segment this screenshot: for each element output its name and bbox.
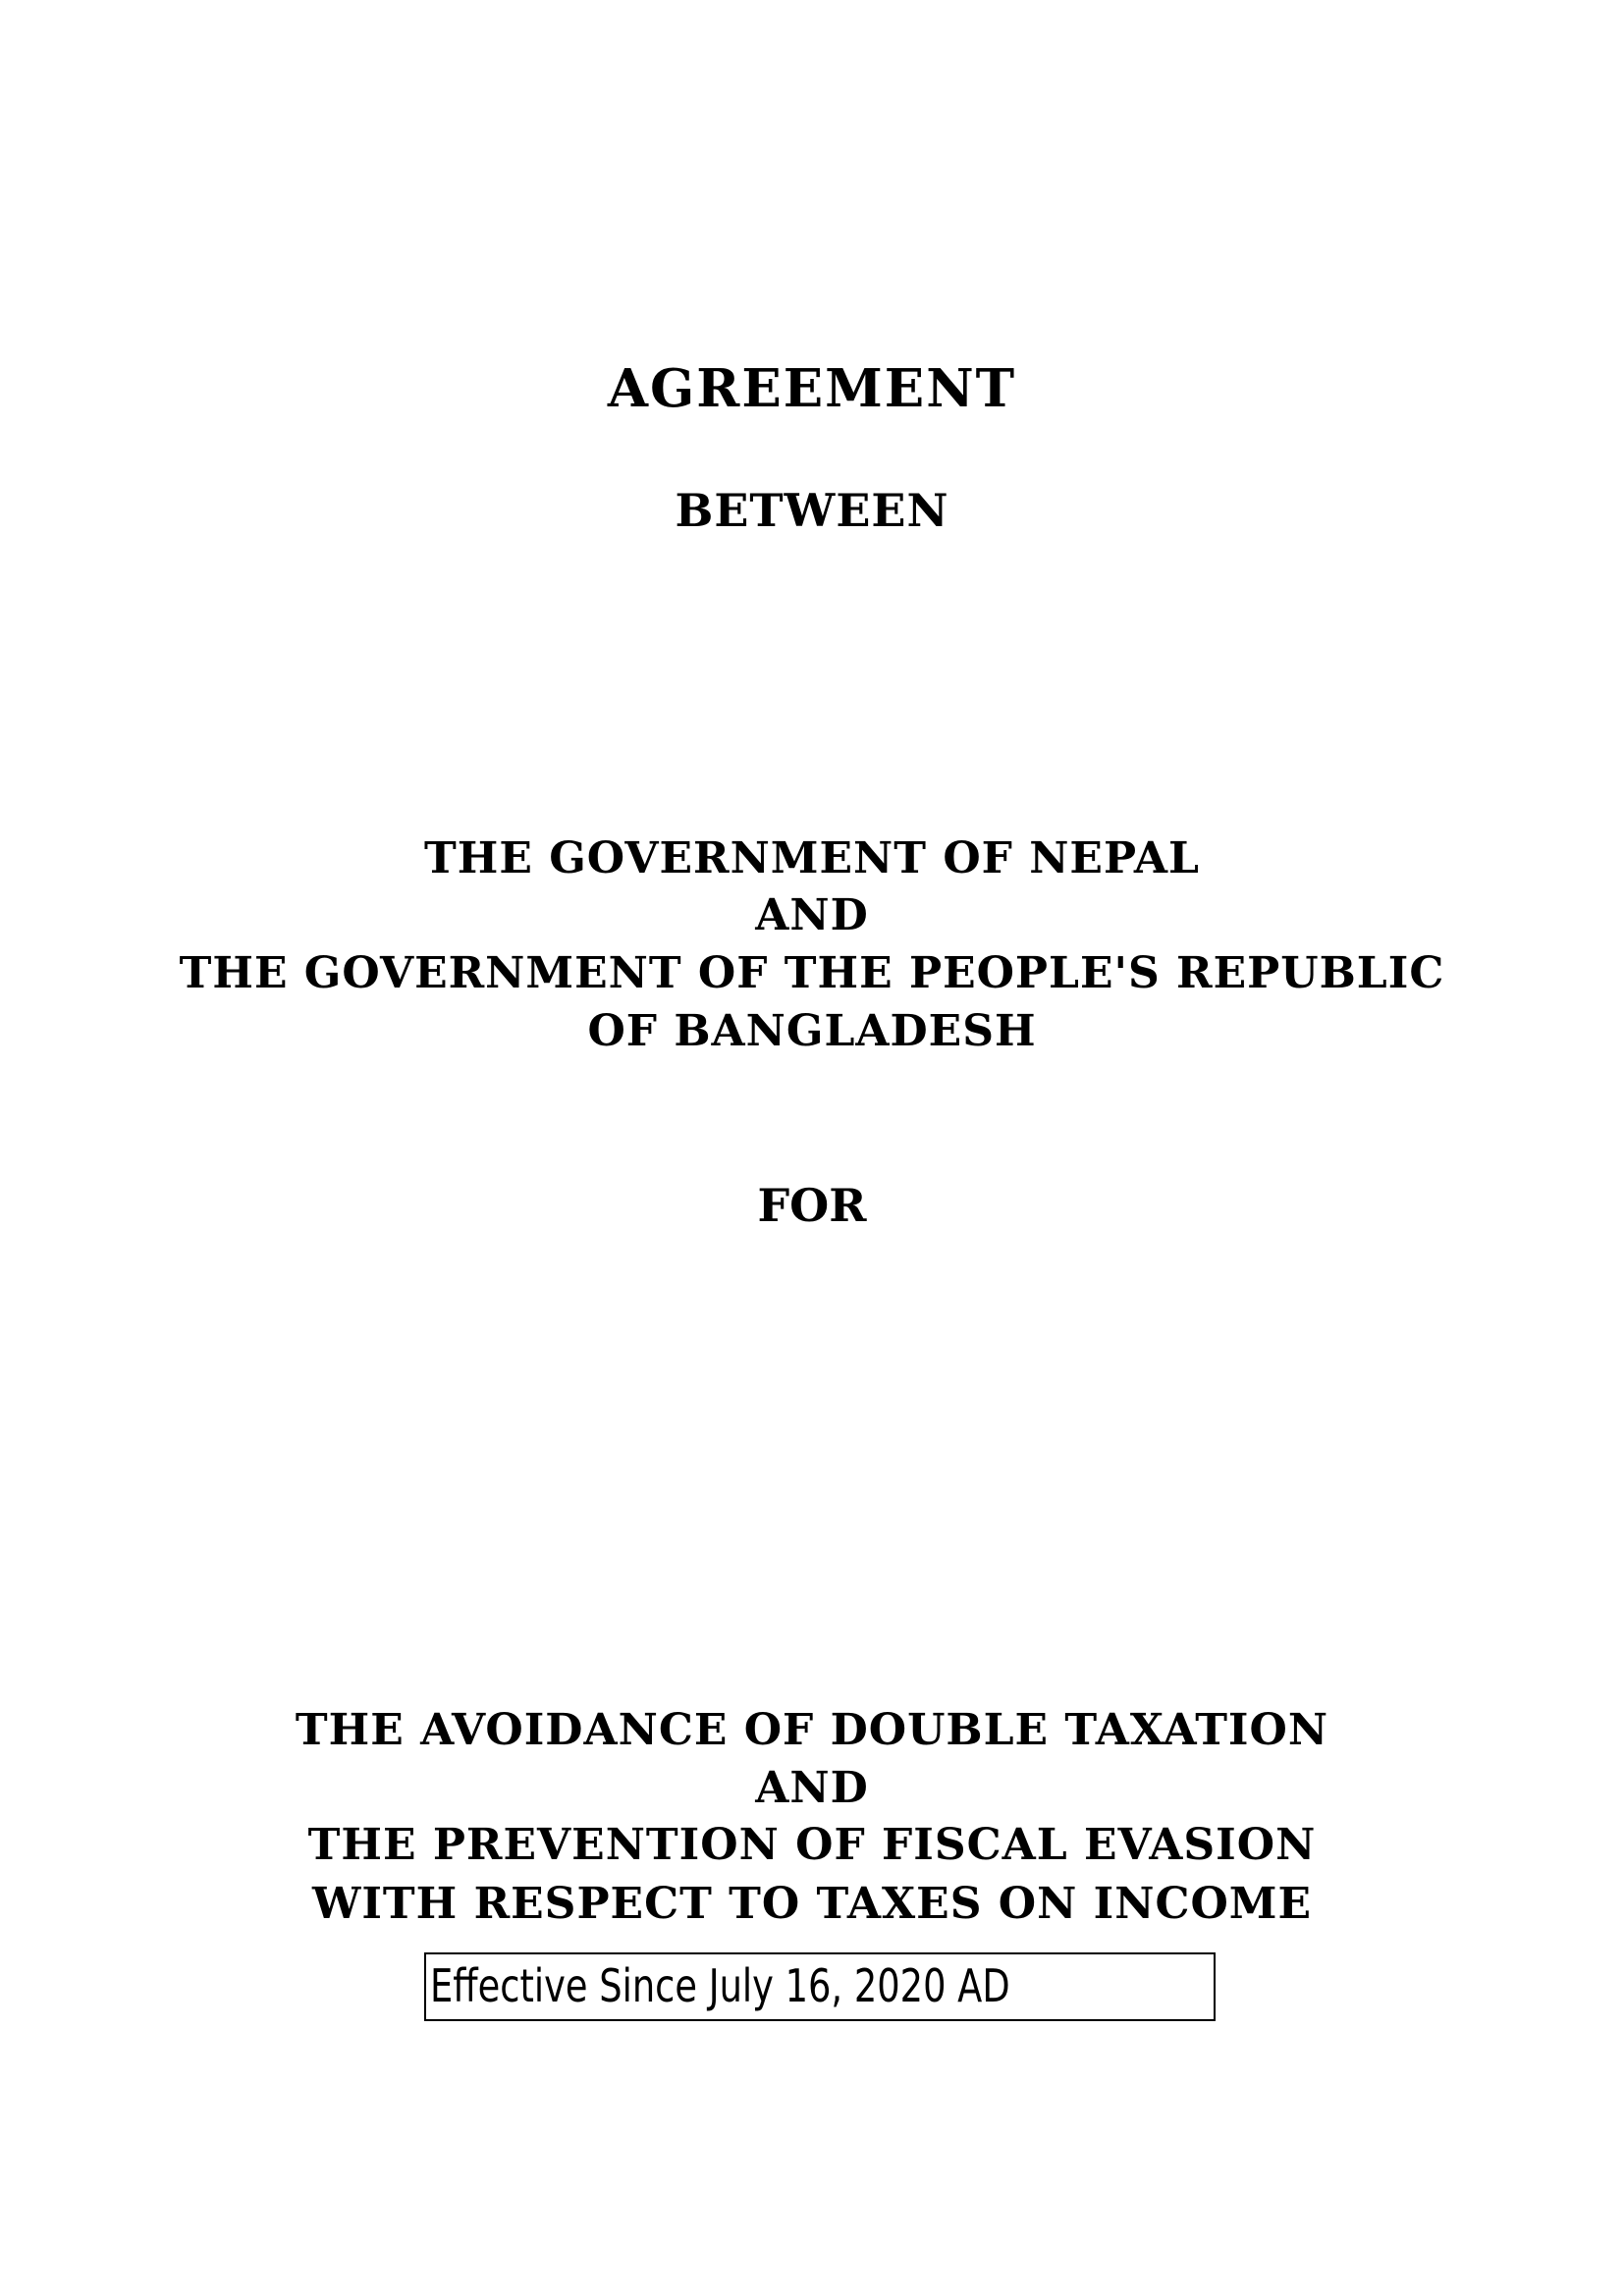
agreement-title: AGREEMENT (607, 358, 1017, 419)
effective-date-box (424, 1952, 1216, 2021)
between-heading: BETWEEN (675, 484, 949, 537)
purpose-line-3: THE PREVENTION OF FISCAL EVASION (307, 1820, 1317, 1870)
party-line-4: OF BANGLADESH (587, 1006, 1037, 1056)
purpose-line-4: WITH RESPECT TO TAXES ON INCOME (311, 1879, 1313, 1929)
party-line-1: THE GOVERNMENT OF NEPAL (424, 833, 1200, 883)
purpose-line-2: AND (755, 1763, 869, 1813)
for-heading: FOR (757, 1179, 867, 1232)
party-line-2: AND (755, 890, 869, 940)
purpose-line-1: THE AVOIDANCE OF DOUBLE TAXATION (295, 1705, 1329, 1755)
effective-date-text: Effective Since July 16, 2020 AD (430, 1959, 1010, 2012)
party-line-3: THE GOVERNMENT OF THE PEOPLE'S REPUBLIC (179, 948, 1445, 998)
